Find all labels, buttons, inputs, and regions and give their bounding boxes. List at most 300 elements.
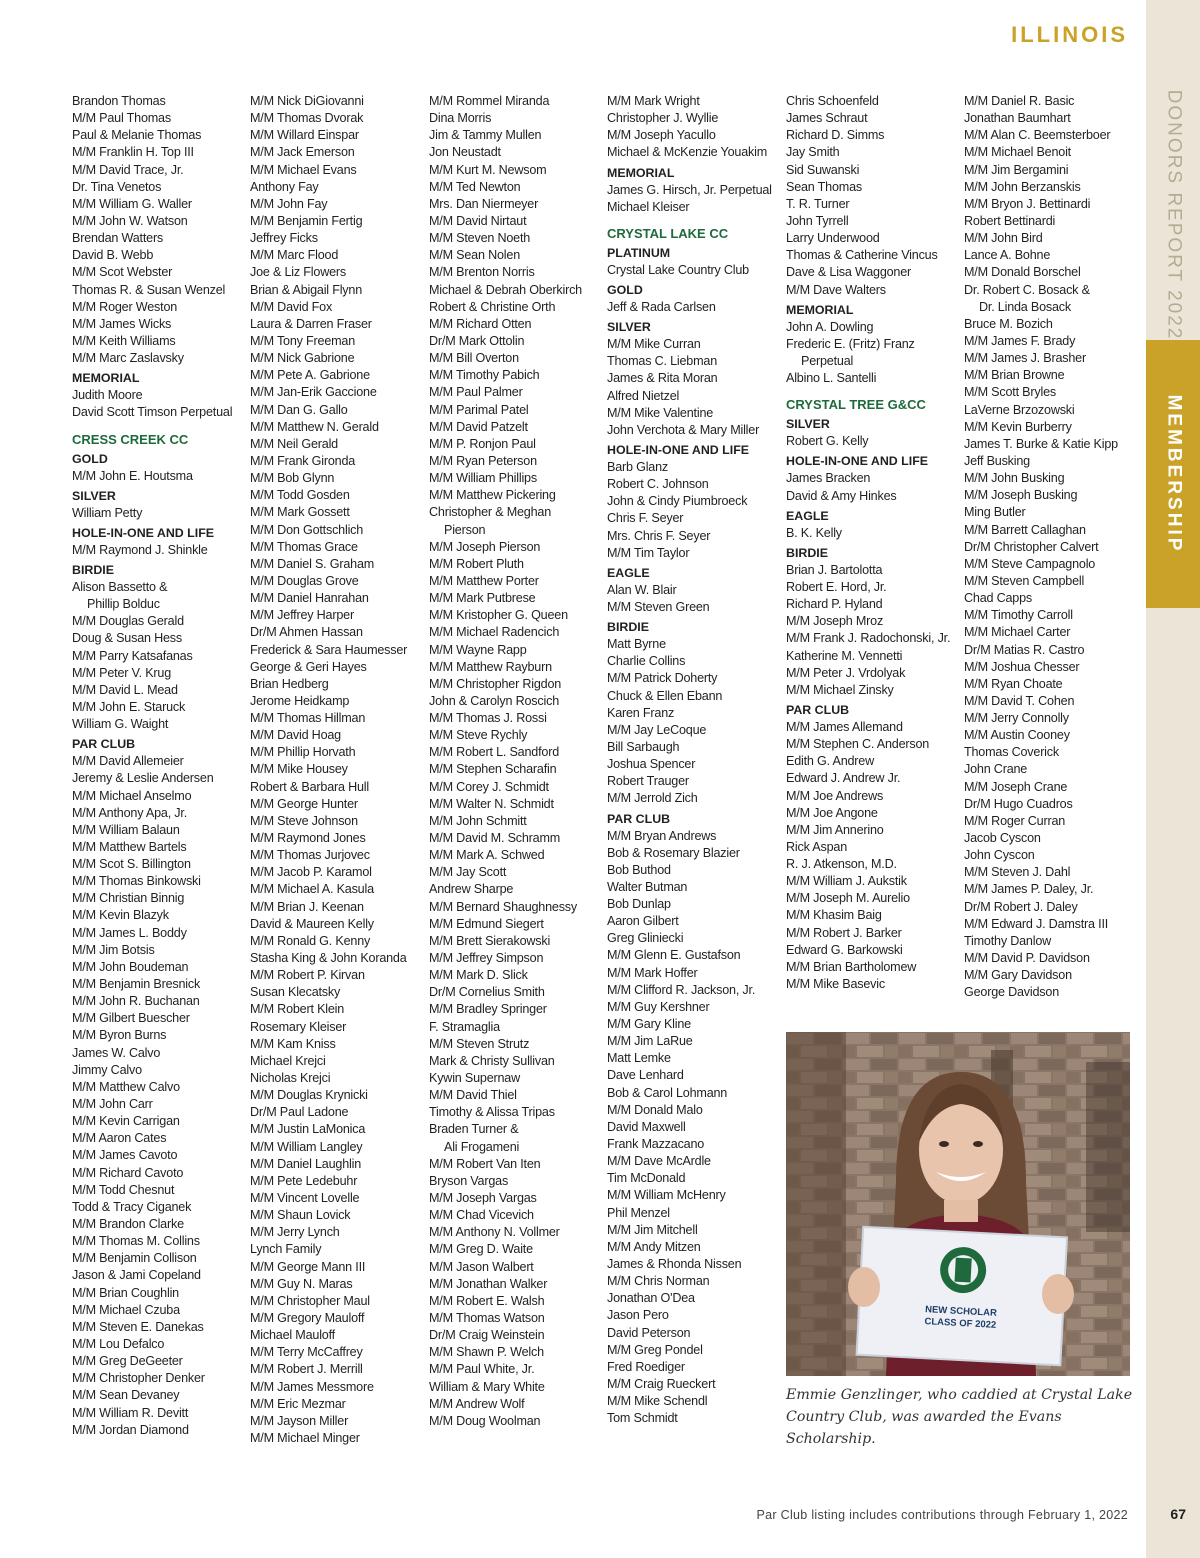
- donor-name: M/M Bill Overton: [429, 351, 519, 366]
- donor-name: Brian & Abigail Flynn: [250, 282, 363, 297]
- donor-name: M/M Douglas Grove: [250, 573, 359, 588]
- donor-name: M/M Greg D. Waite: [429, 1242, 533, 1257]
- donor-name: M/M Austin Cooney: [964, 728, 1070, 743]
- donor-name: M/M Michael Czuba: [72, 1302, 180, 1317]
- donor-name: Robert Trauger: [607, 774, 689, 789]
- donor-name: M/M James Messmore: [250, 1379, 374, 1394]
- level-heading: PLATINUM: [607, 245, 671, 260]
- donor-name: M/M Joseph Vargas: [429, 1191, 537, 1205]
- donor-name: Bill Sarbaugh: [607, 739, 680, 754]
- donor-name: William Petty: [72, 505, 143, 520]
- donor-name: M/M Robert Klein: [250, 1002, 345, 1017]
- donor-name: Larry Underwood: [786, 231, 880, 246]
- donor-name: M/M Anthony Apa, Jr.: [72, 805, 188, 820]
- donor-name: M/M Matthew Porter: [429, 573, 539, 588]
- level-heading: EAGLE: [607, 565, 650, 580]
- donor-name: M/M Joseph M. Aurelio: [786, 891, 910, 906]
- donor-name: Susan Klecatsky: [250, 985, 341, 1000]
- donor-name: Robert Bettinardi: [964, 213, 1056, 228]
- donor-name: Christopher & Meghan: [429, 505, 552, 520]
- donor-column-2: [250, 93, 422, 1447]
- donor-name: M/M Dan G. Gallo: [250, 402, 348, 417]
- donor-name: Timothy & Alissa Tripas: [429, 1105, 555, 1120]
- donor-name: Richard D. Simms: [786, 128, 885, 143]
- donor-name: M/M George Hunter: [250, 796, 358, 811]
- donor-name: F. Stramaglia: [429, 1019, 500, 1034]
- donor-name: Albino L. Santelli: [786, 371, 877, 386]
- donor-name: Katherine M. Vennetti: [786, 648, 903, 663]
- level-heading: PAR CLUB: [72, 737, 136, 752]
- donor-name: Dr/M Robert J. Daley: [964, 899, 1078, 914]
- donor-name: Thomas Coverick: [964, 745, 1059, 760]
- donor-name: Joshua Spencer: [607, 757, 696, 772]
- donor-name: M/M Nick Gabrione: [250, 351, 355, 366]
- donor-name: M/M Christopher Rigdon: [429, 676, 562, 691]
- donor-name: Thomas R. & Susan Wenzel: [72, 282, 226, 297]
- donor-name: M/M Todd Chesnut: [72, 1182, 175, 1197]
- donor-name: Matt Byrne: [607, 637, 666, 652]
- donor-name: David Scott Timson Perpetual: [72, 405, 233, 420]
- donor-name: Bob & Rosemary Blazier: [607, 845, 740, 860]
- donor-name: M/M Stephen Scharafin: [429, 762, 557, 777]
- donor-name: M/M Frank J. Radochonski, Jr.: [786, 631, 951, 646]
- donor-name: M/M Jim Annerino: [786, 822, 884, 837]
- donor-name: William G. Waight: [72, 717, 169, 732]
- donor-name: M/M Robert J. Barker: [786, 925, 902, 940]
- donor-name: M/M Anthony N. Vollmer: [429, 1225, 560, 1240]
- donor-name-continued: Dr. Linda Bosack: [979, 299, 1072, 314]
- donor-name: M/M Phillip Horvath: [250, 745, 356, 760]
- donor-name: Edward J. Andrew Jr.: [786, 771, 901, 786]
- donor-name: M/M Mark Hoffer: [607, 965, 698, 980]
- donor-name: Andrew Sharpe: [429, 882, 514, 897]
- donor-name: M/M James Allemand: [786, 719, 903, 734]
- donor-name: M/M Keith Williams: [72, 333, 176, 348]
- club-heading: CRYSTAL LAKE CC: [607, 225, 729, 241]
- donor-name: M/M William Langley: [250, 1139, 363, 1154]
- donor-name: M/M Tim Taylor: [607, 545, 690, 560]
- donor-name: James Schraut: [786, 111, 868, 126]
- donor-name: M/M Thomas J. Rossi: [429, 711, 547, 726]
- donor-name: M/M James J. Brasher: [964, 351, 1086, 366]
- donor-name: M/M Donald Borschel: [964, 265, 1081, 280]
- donor-name: M/M Jay LeCoque: [607, 722, 707, 737]
- donor-name: M/M David Trace, Jr.: [72, 162, 184, 177]
- donor-name: M/M John Carr: [72, 1097, 153, 1112]
- donor-column-5: [786, 93, 958, 993]
- donor-name: M/M Thomas Binkowski: [72, 874, 201, 889]
- donor-name: M/M John Busking: [964, 471, 1065, 486]
- donor-name: David B. Webb: [72, 248, 154, 263]
- donor-name: M/M Byron Burns: [72, 1028, 167, 1043]
- donor-name: M/M Peter V. Krug: [72, 665, 172, 680]
- donor-name: M/M Steven Campbell: [964, 573, 1085, 588]
- donor-name: Rick Aspan: [786, 839, 847, 854]
- donor-name: Richard P. Hyland: [786, 597, 883, 612]
- donor-name: Jacob Cyscon: [964, 831, 1041, 846]
- donor-name: M/M Benjamin Fertig: [250, 213, 363, 228]
- donor-name: M/M Mike Curran: [607, 337, 701, 352]
- donor-name: M/M Shaun Lovick: [250, 1208, 351, 1223]
- donor-name: M/M Matthew Rayburn: [429, 659, 552, 674]
- donor-name: M/M Thomas Jurjovec: [250, 848, 370, 863]
- level-heading: MEMORIAL: [786, 302, 854, 317]
- donor-name: Michael Kleiser: [607, 199, 690, 214]
- donor-name: David & Maureen Kelly: [250, 916, 374, 931]
- donor-name: Walter Butman: [607, 879, 688, 894]
- donor-name: M/M John E. Houtsma: [72, 468, 193, 483]
- donor-name: Dr/M Mark Ottolin: [429, 333, 525, 348]
- donor-name: Jeremy & Leslie Andersen: [72, 771, 214, 786]
- donor-name: Karen Franz: [607, 705, 675, 720]
- donor-name: M/M David P. Davidson: [964, 951, 1090, 966]
- donor-name: M/M Greg Pondel: [607, 1342, 703, 1357]
- donor-name: M/M Timothy Pabich: [429, 368, 540, 383]
- donor-name: M/M Jim Botsis: [72, 942, 155, 957]
- donor-name: M/M Matthew Calvo: [72, 1079, 180, 1094]
- donor-name: M/M Joseph Mroz: [786, 614, 884, 629]
- donor-name: Robert G. Kelly: [786, 434, 869, 449]
- donor-column-6: [964, 93, 1136, 1001]
- donor-name: M/M John Boudeman: [72, 959, 189, 974]
- donor-name: Michael Mauloff: [250, 1328, 335, 1343]
- donor-name: M/M Bradley Springer: [429, 1002, 547, 1017]
- donor-name: Michael Krejci: [250, 1053, 326, 1068]
- donor-name: M/M Gilbert Buescher: [72, 1011, 190, 1026]
- donor-name: Brendan Watters: [72, 231, 164, 246]
- donor-name: M/M Robert Van Iten: [429, 1156, 541, 1171]
- donor-name: Frederick & Sara Haumesser: [250, 642, 408, 657]
- donor-name: M/M Brian Bartholomew: [786, 959, 917, 974]
- donor-name: Bob Buthod: [607, 862, 671, 877]
- donor-name: M/M Steve Campagnolo: [964, 556, 1096, 571]
- donor-name: M/M Dave McArdle: [607, 1154, 711, 1169]
- donor-name: M/M John R. Buchanan: [72, 994, 200, 1009]
- donor-name: Bob Dunlap: [607, 897, 671, 912]
- donor-name: Dr/M Craig Weinstein: [429, 1328, 545, 1343]
- donor-name: M/M Joseph Crane: [964, 779, 1068, 794]
- donor-name: M/M Mark D. Slick: [429, 968, 528, 983]
- donor-name: M/M Jerry Lynch: [250, 1225, 340, 1240]
- donor-name: M/M Daniel Laughlin: [250, 1156, 362, 1171]
- donor-name: Chad Capps: [964, 591, 1033, 606]
- level-heading: BIRDIE: [786, 545, 828, 560]
- donor-name: Brandon Thomas: [72, 94, 166, 108]
- donor-name: M/M Brenton Norris: [429, 265, 535, 280]
- donor-name: Sean Thomas: [786, 179, 862, 194]
- donor-name: M/M Steven E. Danekas: [72, 1319, 204, 1334]
- donor-name: M/M Guy Kershner: [607, 999, 710, 1014]
- donor-name: M/M Eric Mezmar: [250, 1396, 346, 1411]
- donor-name: M/M James P. Daley, Jr.: [964, 882, 1094, 897]
- donor-name-continued: Phillip Bolduc: [87, 597, 160, 612]
- level-heading: GOLD: [607, 282, 643, 297]
- donor-name: M/M Thomas Watson: [429, 1310, 545, 1325]
- donor-name: M/M Franklin H. Top III: [72, 145, 194, 160]
- donor-name: M/M Andy Mitzen: [607, 1239, 701, 1254]
- donor-name: Dr/M Ahmen Hassan: [250, 625, 363, 640]
- donor-name: Lance A. Bohne: [964, 248, 1051, 263]
- level-heading: BIRDIE: [72, 562, 114, 577]
- donor-name: Robert & Christine Orth: [429, 299, 556, 314]
- donor-name: M/M Lou Defalco: [72, 1337, 165, 1351]
- donor-name: M/M Scot Webster: [72, 265, 173, 280]
- donor-name: Jonathan O'Dea: [607, 1291, 695, 1306]
- donor-name: M/M Matthew N. Gerald: [250, 419, 379, 434]
- donor-name: John Verchota & Mary Miller: [607, 422, 760, 437]
- donor-name: Matt Lemke: [607, 1051, 671, 1066]
- donor-name: Robert E. Hord, Jr.: [786, 579, 887, 594]
- donor-name: M/M Jacob P. Karamol: [250, 865, 372, 880]
- donor-name: George & Geri Hayes: [250, 659, 367, 674]
- donor-name: M/M James Wicks: [72, 316, 172, 331]
- donor-name: M/M Mike Housey: [250, 762, 348, 777]
- donor-name: Fred Roediger: [607, 1359, 685, 1374]
- donor-name: Todd & Tracy Ciganek: [72, 1199, 192, 1214]
- donor-name: David Peterson: [607, 1325, 691, 1340]
- donor-name: Edith G. Andrew: [786, 754, 875, 769]
- donor-name: M/M Matthew Bartels: [72, 839, 187, 854]
- donor-name: M/M David Nirtaut: [429, 213, 527, 228]
- donor-name: M/M Paul White, Jr.: [429, 1362, 535, 1377]
- donor-name: M/M Daniel R. Basic: [964, 94, 1075, 108]
- donor-name: M/M Scott Bryles: [964, 385, 1056, 400]
- section-tab-membership: [1146, 340, 1200, 608]
- donor-name: M/M David M. Schramm: [429, 831, 561, 846]
- donor-name: John Cyscon: [964, 848, 1035, 863]
- donor-name: M/M Jordan Diamond: [72, 1422, 189, 1437]
- donor-name: M/M William Balaun: [72, 822, 180, 837]
- donor-name: M/M Andrew Wolf: [429, 1396, 525, 1411]
- donor-name: Bruce M. Bozich: [964, 316, 1053, 331]
- donor-name: M/M Parimal Patel: [429, 402, 529, 417]
- donor-name: M/M Bryan Andrews: [607, 828, 717, 843]
- level-heading: GOLD: [72, 451, 108, 466]
- donor-name: Aaron Gilbert: [607, 914, 679, 929]
- donor-name: M/M Mike Valentine: [607, 405, 714, 420]
- donor-name: M/M Brian Browne: [964, 368, 1065, 383]
- donor-name: M/M Gregory Mauloff: [250, 1310, 365, 1325]
- donor-name: M/M Michael Carter: [964, 625, 1071, 640]
- donor-name: Ming Butler: [964, 505, 1026, 520]
- donor-name: Rosemary Kleiser: [250, 1019, 347, 1034]
- donor-name: M/M Kevin Carrigan: [72, 1114, 180, 1129]
- donor-name: M/M Benjamin Bresnick: [72, 977, 201, 992]
- donor-name: M/M Sean Devaney: [72, 1388, 180, 1403]
- donor-name: M/M Vincent Lovelle: [250, 1191, 360, 1205]
- donor-name: Charlie Collins: [607, 654, 686, 669]
- donor-name: John & Carolyn Roscich: [429, 693, 559, 708]
- side-band: [1146, 0, 1200, 1558]
- donor-name: B. K. Kelly: [786, 525, 842, 540]
- donor-name: M/M William G. Waller: [72, 196, 192, 211]
- donor-name: M/M Justin LaMonica: [250, 1122, 366, 1137]
- donor-name: M/M Joseph Yacullo: [607, 128, 716, 143]
- donor-name: M/M Mark Wright: [607, 94, 700, 108]
- donor-name: Jeff & Rada Carlsen: [607, 299, 716, 314]
- donor-name: M/M Guy N. Maras: [250, 1276, 353, 1291]
- donor-name: Edward G. Barkowski: [786, 942, 903, 957]
- donor-name: M/M Peter J. Vrdolyak: [786, 665, 906, 680]
- donor-name: M/M Michael Radencich: [429, 625, 560, 640]
- donor-name: M/M Tony Freeman: [250, 333, 356, 348]
- donor-name: Dr/M Hugo Cuadros: [964, 796, 1073, 811]
- section-tab-label: MEMBERSHIP: [1163, 394, 1185, 554]
- donor-name: Mrs. Chris F. Seyer: [607, 528, 711, 543]
- donor-name: M/M Robert P. Kirvan: [250, 968, 365, 983]
- donor-name: M/M Marc Zaslavsky: [72, 351, 184, 366]
- donor-name: LaVerne Brzozowski: [964, 402, 1075, 417]
- donor-name: M/M Kevin Burberry: [964, 419, 1072, 434]
- donor-name: M/M Mark A. Schwed: [429, 848, 545, 863]
- donor-name: M/M Jason Walbert: [429, 1259, 534, 1274]
- donor-name: M/M George Mann III: [250, 1259, 366, 1274]
- donor-name: M/M Brian J. Keenan: [250, 899, 364, 914]
- donor-name: M/M Doug Woolman: [429, 1413, 541, 1428]
- donor-name: M/M Brett Sierakowski: [429, 933, 551, 948]
- donor-name: Lynch Family: [250, 1242, 322, 1257]
- donor-name: M/M Joe Andrews: [786, 788, 884, 803]
- donor-name: M/M John E. Staruck: [72, 699, 186, 714]
- donor-name: Mark & Christy Sullivan: [429, 1053, 555, 1068]
- donor-name: M/M William Phillips: [429, 471, 537, 486]
- donor-name: M/M Dave Walters: [786, 282, 886, 297]
- donor-name: M/M Pete Ledebuhr: [250, 1173, 358, 1188]
- donor-name: George Davidson: [964, 985, 1060, 1000]
- donor-name: M/M Kurt M. Newsom: [429, 162, 547, 177]
- donor-name: James Bracken: [786, 471, 871, 486]
- donor-name: M/M Barrett Callaghan: [964, 522, 1086, 537]
- donor-name: M/M Khasim Baig: [786, 908, 882, 923]
- donor-name: M/M Sean Nolen: [429, 248, 520, 263]
- donor-name: M/M Benjamin Collison: [72, 1251, 197, 1266]
- donor-name: M/M Jeffrey Harper: [250, 608, 354, 623]
- donor-name: Dina Morris: [429, 111, 492, 126]
- donor-name: Tom Schmidt: [607, 1411, 678, 1426]
- donor-name: M/M Robert Pluth: [429, 556, 524, 571]
- side-report-text: DONORS REPORT 2022: [1163, 89, 1184, 341]
- donor-name-continued: Ali Frogameni: [444, 1139, 520, 1154]
- donor-name: Frederic E. (Fritz) Franz: [786, 336, 915, 351]
- donor-name: Michael & McKenzie Youakim: [607, 145, 768, 160]
- donor-name: Stasha King & John Koranda: [250, 951, 407, 966]
- donor-name: M/M Rommel Miranda: [429, 94, 550, 108]
- donor-name: John A. Dowling: [786, 319, 874, 334]
- donor-name: M/M Joe Angone: [786, 805, 878, 820]
- donor-name: M/M William J. Aukstik: [786, 874, 907, 889]
- donor-name: M/M Willard Einspar: [250, 128, 359, 143]
- donor-name: M/M Steven Strutz: [429, 1036, 530, 1051]
- donor-name: M/M Robert L. Sandford: [429, 745, 559, 760]
- donor-name: M/M Kam Kniss: [250, 1036, 336, 1051]
- donor-name: Judith Moore: [72, 388, 143, 403]
- donor-name: M/M Alan C. Beemsterboer: [964, 128, 1111, 143]
- donor-name: Tim McDonald: [607, 1171, 686, 1186]
- page-number: 67: [1170, 1506, 1186, 1522]
- donor-name: M/M Jack Emerson: [250, 145, 355, 160]
- donor-name: Dr/M Paul Ladone: [250, 1105, 349, 1120]
- donor-name: Michael & Debrah Oberkirch: [429, 282, 582, 297]
- state-header: ILLINOIS: [1011, 22, 1128, 47]
- donor-name: Crystal Lake Country Club: [607, 262, 749, 277]
- donor-name: M/M David Thiel: [429, 1088, 517, 1103]
- donor-name: M/M David Fox: [250, 299, 333, 314]
- donor-name: M/M Steve Rychly: [429, 728, 528, 743]
- level-heading: SILVER: [786, 417, 830, 432]
- donor-column-1: [72, 93, 244, 1439]
- donor-name: M/M Jeffrey Simpson: [429, 951, 544, 966]
- donor-name: M/M Wayne Rapp: [429, 642, 527, 657]
- donor-name: M/M Paul Thomas: [72, 111, 171, 126]
- donor-name: Timothy Danlow: [964, 933, 1052, 948]
- donor-name: M/M Jim LaRue: [607, 1034, 693, 1049]
- donor-name: M/M Don Gottschlich: [250, 522, 364, 537]
- donor-name: M/M Bernard Shaughnessy: [429, 899, 578, 914]
- club-heading: CRYSTAL TREE G&CC: [786, 397, 926, 413]
- donor-name: M/M Steve Johnson: [250, 813, 358, 828]
- donor-name: James & Rhonda Nissen: [607, 1257, 742, 1272]
- donor-name: M/M Joseph Pierson: [429, 539, 541, 554]
- donor-name: M/M Shawn P. Welch: [429, 1345, 544, 1360]
- donor-name: Brian J. Bartolotta: [786, 562, 883, 577]
- donor-name: Bob & Carol Lohmann: [607, 1085, 728, 1100]
- level-heading: MEMORIAL: [607, 165, 675, 180]
- donor-name-continued: Pierson: [444, 522, 486, 537]
- donor-name: M/M John Fay: [250, 196, 328, 211]
- donor-name: M/M Neil Gerald: [250, 436, 338, 451]
- donor-name: M/M Edward J. Damstra III: [964, 916, 1109, 931]
- donor-name: M/M Nick DiGiovanni: [250, 94, 364, 108]
- scholar-photo-illustration: [786, 1032, 1130, 1376]
- donor-name: M/M Thomas M. Collins: [72, 1234, 200, 1249]
- donor-name: John Tyrrell: [786, 213, 849, 228]
- donor-name: M/M Edmund Siegert: [429, 916, 544, 931]
- donor-name: Alfred Nietzel: [607, 388, 680, 403]
- donor-name: Chuck & Ellen Ebann: [607, 688, 723, 703]
- donor-name: M/M Michael Zinsky: [786, 682, 894, 697]
- donor-name: M/M Christopher Maul: [250, 1293, 370, 1308]
- donor-name: Doug & Susan Hess: [72, 631, 183, 646]
- level-heading: HOLE-IN-ONE AND LIFE: [786, 454, 929, 469]
- donor-name: M/M Paul Palmer: [429, 385, 523, 400]
- donor-name: Dr/M Christopher Calvert: [964, 539, 1099, 554]
- donor-name: M/M James Cavoto: [72, 1148, 178, 1163]
- donor-name: M/M Richard Otten: [429, 316, 532, 331]
- donor-name: Jon Neustadt: [429, 145, 501, 160]
- donor-name: M/M Michael Benoit: [964, 145, 1071, 160]
- donor-name: Anthony Fay: [250, 179, 319, 194]
- donor-name: M/M Ronald G. Kenny: [250, 933, 371, 948]
- donor-name: M/M Roger Weston: [72, 299, 178, 314]
- donor-name: M/M Stephen C. Anderson: [786, 737, 930, 752]
- donor-name: M/M Thomas Grace: [250, 539, 358, 554]
- club-heading: CRESS CREEK CC: [72, 431, 189, 447]
- donor-name: M/M Michael Minger: [250, 1430, 360, 1445]
- donor-name: M/M Glenn E. Gustafson: [607, 948, 741, 963]
- donor-name: William & Mary White: [429, 1379, 545, 1394]
- donor-name: M/M David Patzelt: [429, 419, 528, 434]
- donor-name: Jason Pero: [607, 1308, 669, 1323]
- donor-name: Paul & Melanie Thomas: [72, 128, 202, 143]
- donor-name: M/M Raymond J. Shinkle: [72, 542, 208, 557]
- donor-name: M/M David Hoag: [250, 728, 341, 743]
- donor-name: M/M Michael A. Kasula: [250, 882, 374, 897]
- donor-name: Alan W. Blair: [607, 582, 677, 597]
- donor-name: Dr/M Cornelius Smith: [429, 985, 545, 1000]
- donor-name: Dr. Robert C. Bosack &: [964, 282, 1090, 297]
- donor-name: M/M Daniel S. Graham: [250, 556, 375, 571]
- scholar-photo: [786, 1032, 1130, 1376]
